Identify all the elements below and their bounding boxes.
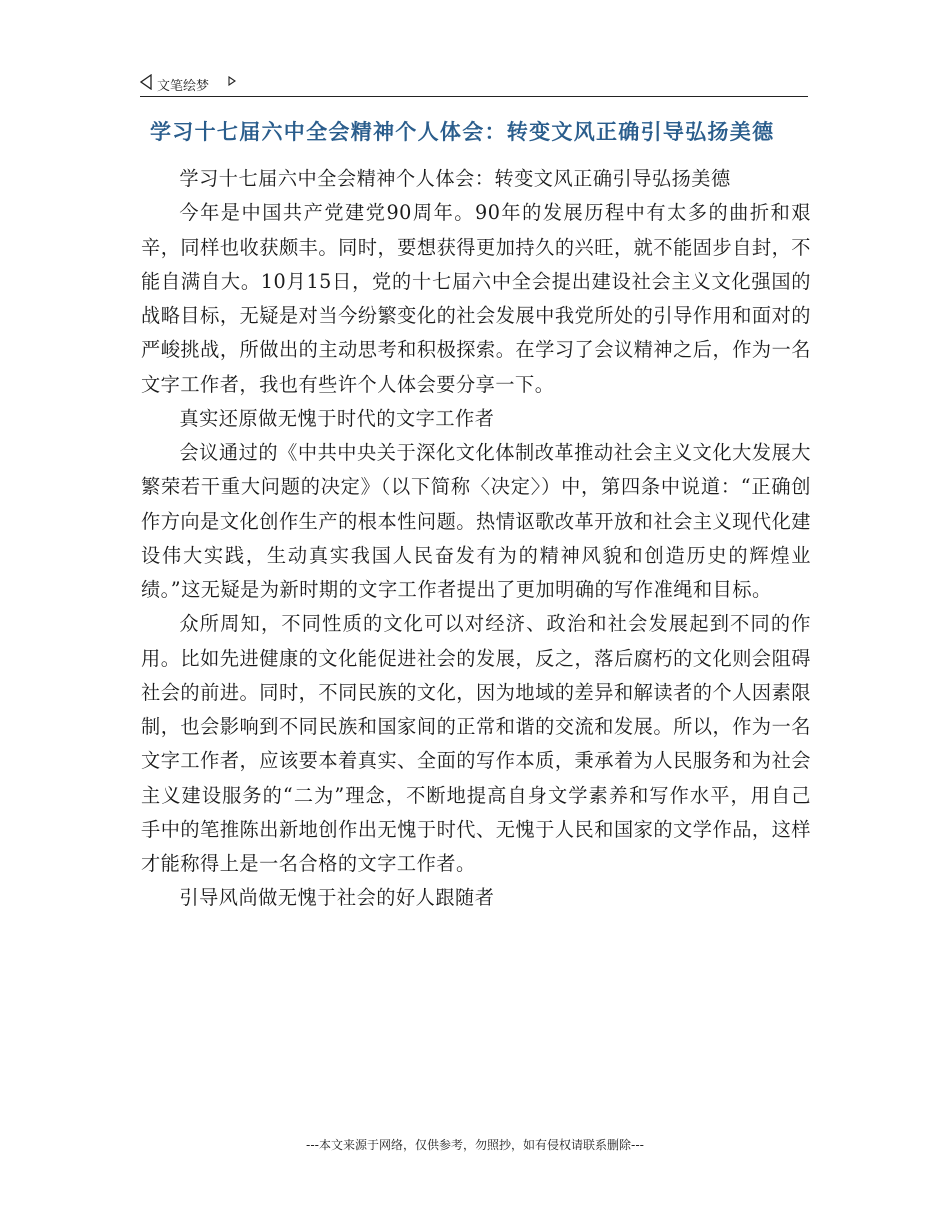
triangle-left-icon	[140, 74, 152, 90]
body-paragraph: 学习十七届六中全会精神个人体会：转变文风正确引导弘扬美德	[179, 167, 731, 190]
triangle-right-icon	[228, 76, 236, 86]
body-paragraph: 今年是中国共产党建党90周年。90年的发展历程中有太多的曲折和艰辛，同样也收获颇丰。同时，要想获得更加持久的兴旺，就不能固步自封，不能自满自大。10月15日，党的十七届六中全会提出建设社会主义文化强国的战略目标，无疑是对当今纷繁变化的社会发展中我党所处的引导作用和面对的严峻挑战，所做出的主动思考和积极探索。在学习了会议精神之后，作为一名文字工作者，我也有些许个人体会要分享一下。	[141, 201, 811, 396]
footer-notice: ---本文来源于网络，仅供参考，勿照抄，如有侵权请联系删除---	[306, 1138, 644, 1152]
brand-name: 文笔绘梦	[157, 79, 210, 94]
body-paragraph: 会议通过的《中共中央关于深化文化体制改革推动社会主义文化大发展大繁荣若干重大问题的决定》（以下简称〈决定〉）中，第四条中说道：“正确创作方向是文化创作生产的根本性问题。热情讴歌改革开放和社会主义现代化建设伟大实践，生动真实我国人民奋发有为的精神风貌和创造历史的辉煌业绩。”这无疑是为新时期的文字工作者提出了更加明确的写作准绳和目标。	[141, 441, 811, 601]
page-header	[140, 72, 808, 97]
section-heading: 真实还原做无愧于时代的文字工作者	[179, 406, 495, 430]
document-body	[141, 162, 811, 916]
body-paragraph: 众所周知，不同性质的文化可以对经济、政治和社会发展起到不同的作用。比如先进健康的文化能促进社会的发展，反之，落后腐朽的文化则会阻碍社会的前进。同时，不同民族的文化，因为地域的差异和解读者的个人因素限制，也会影响到不同民族和国家间的正常和谐的交流和发展。所以，作为一名文字工作者，应该要本着真实、全面的写作本质，秉承着为人民服务和为社会主义建设服务的“二为”理念，不断地提高自身文学素养和写作水平，用自己手中的笔推陈出新地创作出无愧于时代、无愧于人民和国家的文学作品，这样才能称得上是一名合格的文字工作者。	[141, 612, 811, 875]
document-title: 学习十七届六中全会精神个人体会：转变文风正确引导弘扬美德	[150, 120, 775, 144]
section-heading: 引导风尚做无愧于社会的好人跟随者	[179, 886, 495, 910]
